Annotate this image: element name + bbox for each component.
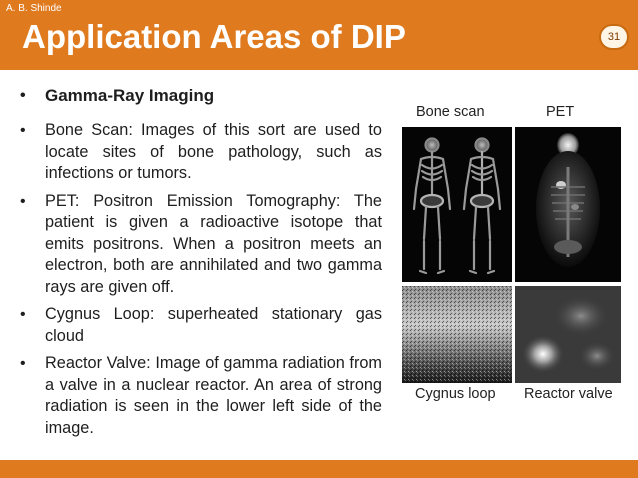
bullet-item	[20, 120, 382, 185]
bullet-icon: •	[20, 87, 26, 104]
cygnus-loop-graphic	[402, 286, 512, 383]
slide-title: Application Areas of DIP	[22, 18, 406, 55]
cygnus-loop-label: Cygnus loop	[415, 386, 496, 402]
reactor-valve-label: Reactor valve	[524, 386, 613, 402]
page-number-badge: 31	[599, 24, 629, 50]
pet-graphic	[515, 127, 621, 282]
bullet-item	[20, 353, 382, 439]
footer-author: A. B. Shinde	[6, 3, 62, 14]
section-heading	[20, 85, 390, 107]
bullet-icon: •	[20, 306, 26, 323]
cygnus-loop-image	[402, 286, 512, 383]
pet-label: PET	[546, 104, 575, 120]
bone-scan-image	[402, 127, 512, 282]
bullet-text: PET: Positron Emission Tomography: The patient is given a radioactive isotope that emits positrons. When a positron meets an electron, both are annihilated and two gamma rays are given off.	[45, 191, 382, 296]
bullet-icon: •	[20, 122, 26, 139]
bullet-list	[20, 120, 382, 445]
bone-scan-graphic	[402, 127, 512, 282]
heading-text: Gamma-Ray Imaging	[45, 86, 215, 105]
bullet-text: Reactor Valve: Image of gamma radiation from a valve in a nuclear reactor. An area of strong radiation is seen in the lower left side of the image.	[45, 354, 382, 437]
bullet-item	[20, 191, 382, 299]
bullet-icon: •	[20, 355, 26, 372]
footer-bar	[0, 460, 638, 478]
bone-scan-label: Bone scan	[416, 104, 485, 120]
reactor-valve-graphic	[515, 286, 621, 383]
pet-image	[515, 127, 621, 282]
bullet-icon: •	[20, 192, 26, 210]
reactor-valve-image	[515, 286, 621, 383]
bullet-item	[20, 304, 382, 347]
bullet-text: Bone Scan: Images of this sort are used to locate sites of bone pathology, such as infections or tumors.	[45, 121, 382, 182]
bullet-text: Cygnus Loop: superheated stationary gas cloud	[45, 305, 382, 345]
